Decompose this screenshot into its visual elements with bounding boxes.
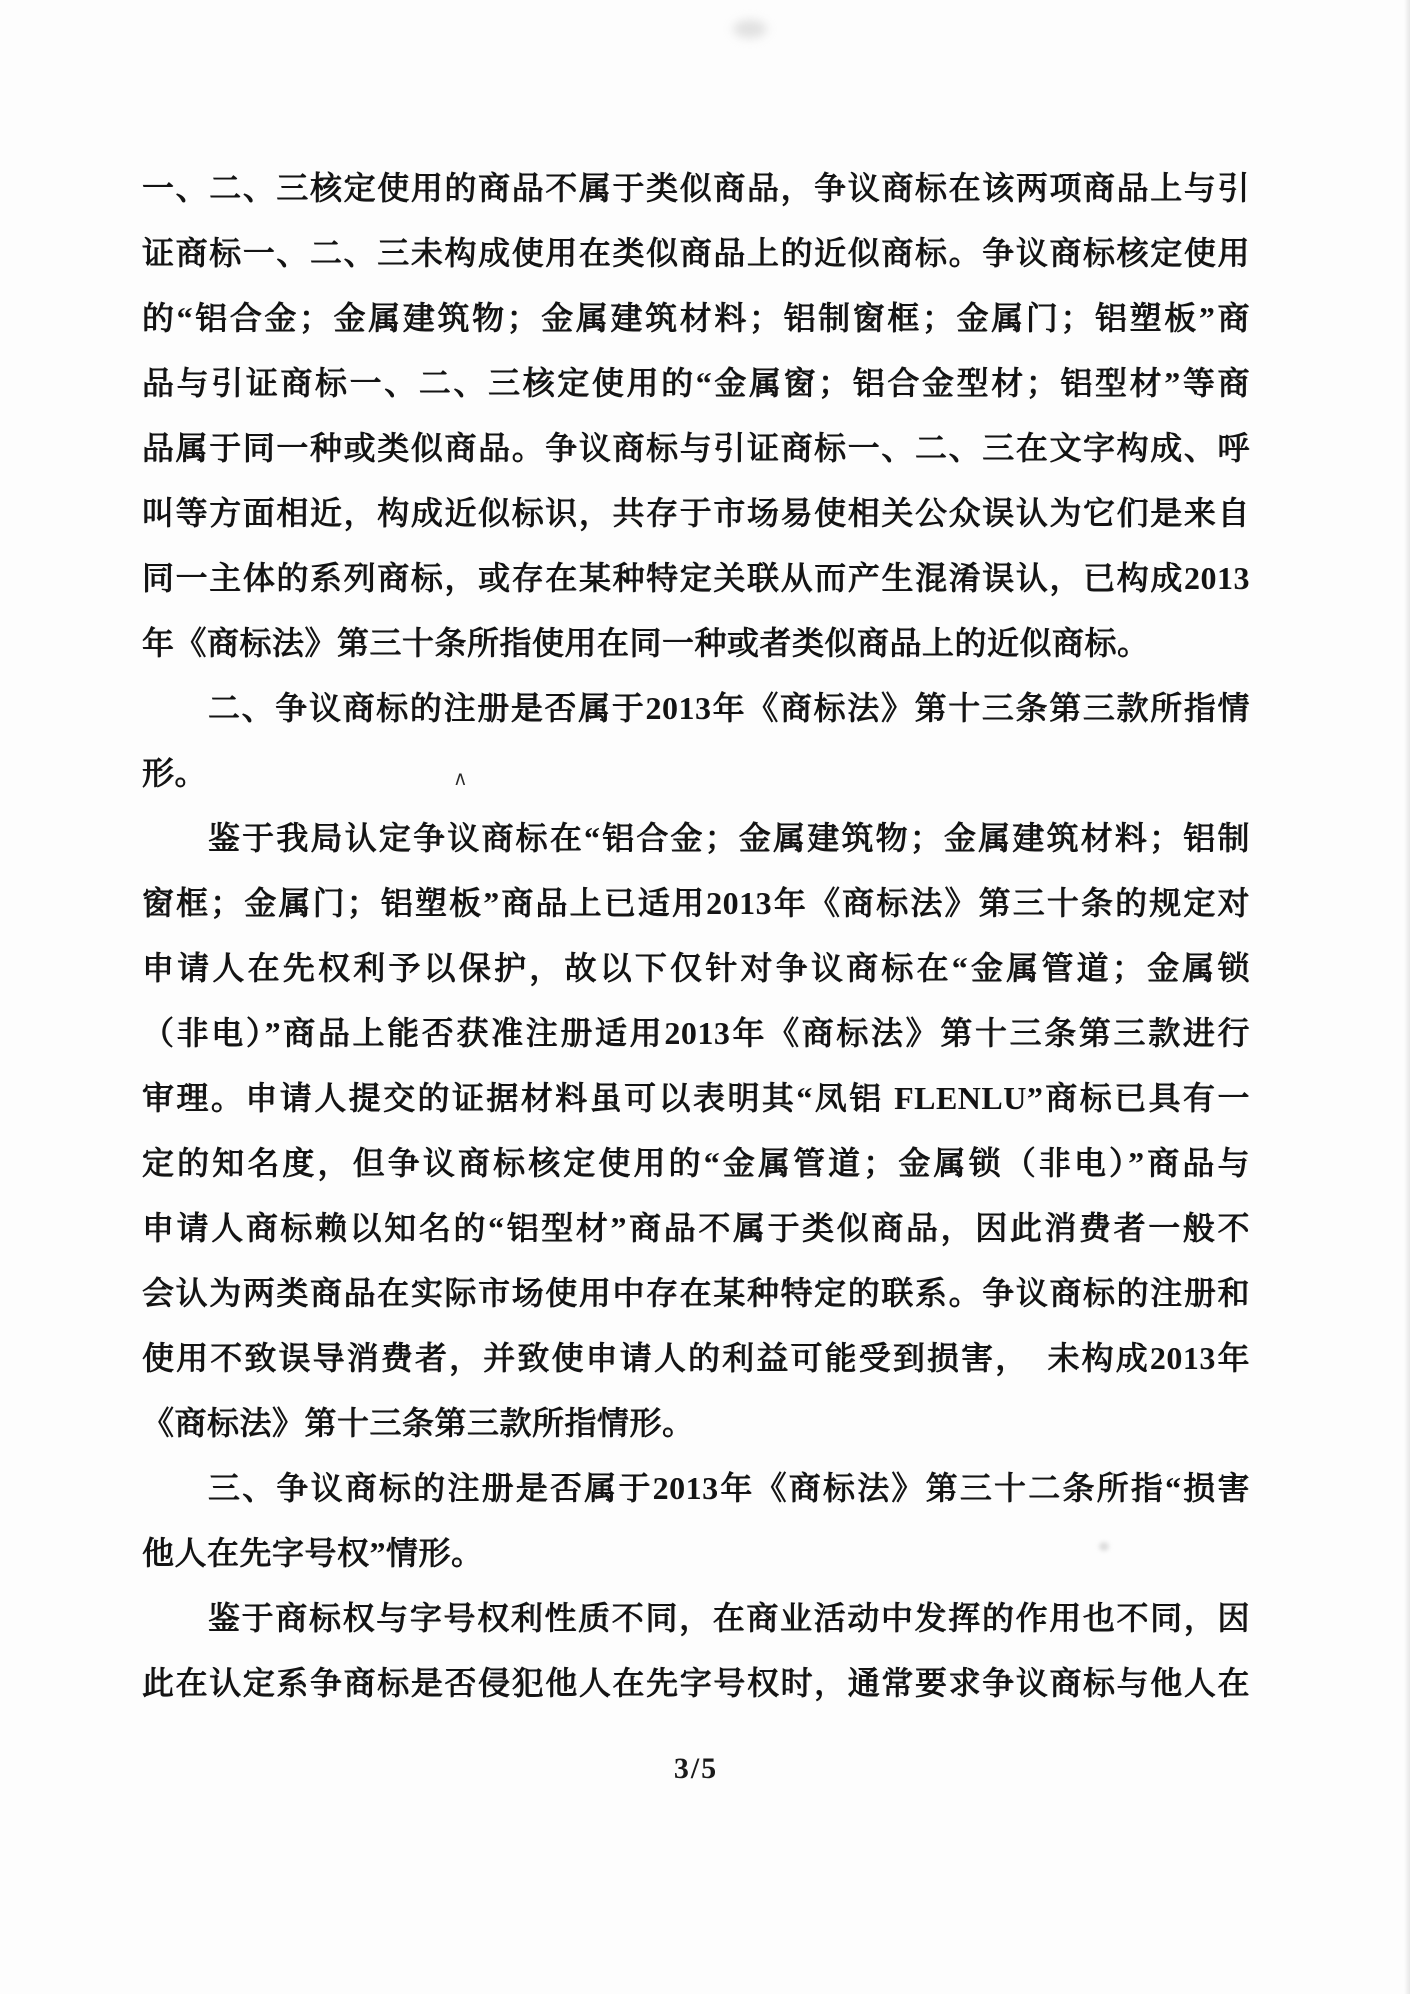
scan-edge-shadow: [1404, 0, 1410, 1994]
scan-smudge-middle: [1099, 1542, 1109, 1551]
text-line: 此在认定系争商标是否侵犯他人在先字号权时，通常要求争议商标与他人在: [142, 1665, 1250, 1701]
text-line: 审理。申请人提交的证据材料虽可以表明其“凤铝 FLENLU”商标已具有一: [142, 1080, 1250, 1116]
text-line: 申请人商标赖以知名的“铝型材”商品不属于类似商品，因此消费者一般不: [142, 1210, 1250, 1246]
text-line: （非电）”商品上能否获准注册适用2013年《商标法》第十三条第三款进行: [142, 1015, 1250, 1051]
text-line: 鉴于商标权与字号权利性质不同，在商业活动中发挥的作用也不同，因: [208, 1600, 1250, 1636]
text-line: 他人在先字号权”情形。: [142, 1535, 484, 1571]
scan-smudge-top: [733, 20, 767, 38]
text-line: 形。: [142, 755, 208, 791]
text-line: 叫等方面相近，构成近似标识，共存于市场易使相关公众误认为它们是来自: [142, 495, 1250, 531]
text-line: 品属于同一种或类似商品。争议商标与引证商标一、二、三在文字构成、呼: [142, 430, 1250, 466]
text-line: 《商标法》第十三条第三款所指情形。: [142, 1405, 695, 1441]
text-line: 证商标一、二、三未构成使用在类似商品上的近似商标。争议商标核定使用: [142, 235, 1250, 271]
page-number: 3/5: [673, 1752, 719, 1785]
text-line: 鉴于我局认定争议商标在“铝合金；金属建筑物；金属建筑材料；铝制: [208, 820, 1250, 856]
text-line: 的“铝合金；金属建筑物；金属建筑材料；铝制窗框；金属门；铝塑板”商: [142, 300, 1250, 336]
text-block: [142, 156, 1250, 1716]
text-line: 使用不致误导消费者，并致使申请人的利益可能受到损害， 未构成2013年: [142, 1340, 1250, 1376]
text-line: 申请人在先权利予以保护，故以下仅针对争议商标在“金属管道；金属锁: [142, 950, 1250, 986]
text-line: 品与引证商标一、二、三核定使用的“金属窗；铝合金型材；铝型材”等商: [142, 365, 1250, 401]
text-line: 会认为两类商品在实际市场使用中存在某种特定的联系。争议商标的注册和: [142, 1275, 1250, 1311]
text-line: 三、争议商标的注册是否属于2013年《商标法》第三十二条所指“损害: [208, 1470, 1250, 1506]
text-line: 定的知名度，但争议商标核定使用的“金属管道；金属锁（非电）”商品与: [142, 1145, 1250, 1181]
text-line: 一、二、三核定使用的商品不属于类似商品，争议商标在该两项商品上与引: [142, 170, 1250, 206]
text-line: 同一主体的系列商标，或存在某种特定关联从而产生混淆误认，已构成2013: [142, 560, 1250, 596]
text-line: 年《商标法》第三十条所指使用在同一种或者类似商品上的近似商标。: [142, 625, 1150, 661]
text-line: 二、争议商标的注册是否属于2013年《商标法》第十三条第三款所指情: [208, 690, 1250, 726]
stray-pen-mark: ʌ: [455, 765, 466, 792]
text-line: 窗框；金属门；铝塑板”商品上已适用2013年《商标法》第三十条的规定对: [142, 885, 1250, 921]
